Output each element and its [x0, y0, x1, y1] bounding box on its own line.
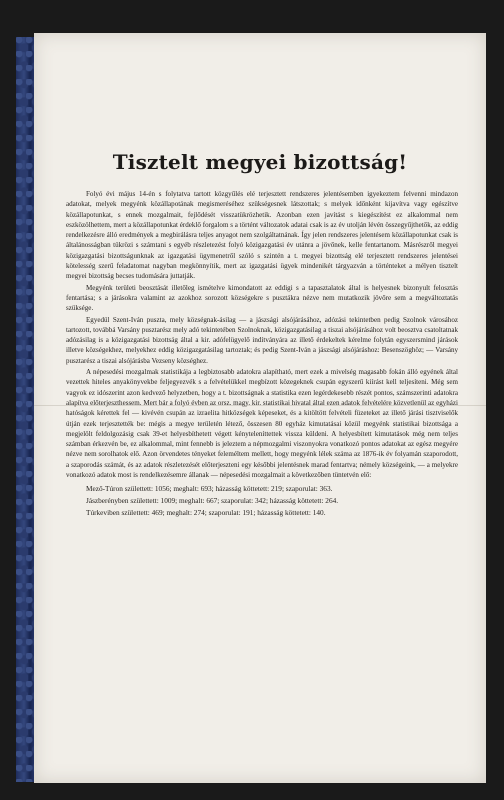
- stat-line-jaszbereny: Jászberényben születtett: 1009; meghalt: 667; szaporulat: 342; házasság köttetett: 264.: [86, 495, 339, 505]
- paragraph-population: A népesedési mozgalmak statistikája a legbiztosabb adatokra alapítható, mert ezek a mivelség magasabb fokán álló egyének által vezettek hiteles anyakönyvekbe feljegyezvék s a felvételükkel megbízott közegeknek csupán egyszerű kiírást kell teljesíteni. Még sem vagyok ez idószerint azon kedvező helyzetben, hogy a t. bizottságnak a statistika ezen legérdekesebb részét pontos, számszerinti adatokra alapítva előterjeszthessem. Mert bár a folyó évben az orsz. magy. kir. statistikai hivatal által ezen adatok felvételére közvetlenül az egyházi hatóságok kérettek fel — kivévén csupán az izraelita hitközségek képeseket, és a kitöltött felvételi füzeteket az illető járási tisztviselők útján ezek terjesztették be: mégis a megye területén létező, összesen 80 egyház kimutatásai közül megyénk statistikai bizottsága a megjelölt feldolgozásig csak 39-et helyesbíthetett végett kényteleníttettek vissza küldeni. A helyesbített kimutatások még nem teljes számban érkezvén be, ez alkalommal, mint fennebb is jeleztem a népmozgalmi viszonyokra vonatkozó pontos adatokat az egész megyére nézve nem sorolhatok elő. Azon örvendetes tényeket feleméltem mellett, hogy megyénk lélek száma az 1876-ik év folyamán szaporodott, a szaporodás számát, és az adatok részletezését előterjeszteni egy későbbi jelentésnek marad fentartva; némely községeink, — a melyekre vonatkozó adatok most is rendelkezésemre állanak — népesedési mozgalmait a következőben tüntetvén elő:: [66, 368, 458, 480]
- stat-line-mezo-tur: Mező-Túron születtett: 1056; meghalt: 693; házasság köttetett: 219; szaporulat: 363.: [86, 484, 333, 494]
- document-body: [66, 189, 458, 518]
- paragraph-intro: Folyó évi május 14-én s folytatva tartott közgyűlés elé terjesztett rendszeres jelentésemben igyekeztem felvenni mindazon adatokat, melyek megyénk közállapotának megismeréséhez szükségesnek látszottak; s melyek időnként kijavítva vagy egészítve közállapotunkat, s ennek mozgalmait, fejlődését visszatükrözhetik. Azonban ezen javítást s kiegészítést ez alkalommal nem eszközölhettem, mert a közállapotunkat érdeklő forgalom s a történt változatok adatai csak is az év utolján lévén összegyűjthetők, az eddig rendelkezésre álló eredmények a megbirálásra teljes anyagot nem szolgáltatnának. Így jelen rendszeres jelentésem közállapotunkat csak is általánosságban tükrözi s számtani s egyéb részletezést folyó közigazgatási év utánra a jövőnek, kelle fentartanom. Másrészről megyei közigazgatási bizottságunknak az igazgatási ügymenetről szóló s szintén a t. megyei bizottság elé terjesztett rendszeres jelentései kötelesség szerű feladatomat nagyban megkönnyítik, mert az igazgatási ügyek mindenikét tárgyazván a történteket a mélyen tisztelt megyei bizottság becses tudomására juttatják.: [66, 190, 458, 281]
- document-page: [34, 33, 486, 783]
- document-title: Tisztelt megyei bizottság!: [112, 150, 408, 174]
- paragraph-territory: Megyénk területi beosztását illetőleg ismételve kimondatott az eddigi s a tapasztalatok által is helyesnek bizonyult felosztás fentartása; s a járásokra valamint az azokhoz sorozott községekre s pusztákra nézve nem mutatkozik jövőre sem a megváltoztatás szüksége.: [66, 283, 458, 313]
- population-stats: [66, 484, 458, 518]
- stat-line-turkeve: Túrkeviben születtett: 469; meghalt: 274; szaporulat: 191; házasság köttetett: 140.: [86, 507, 326, 517]
- paragraph-szent-ivan: Egyedül Szent-Iván puszta, mely községnak-ásilag — a jászsági alsójárásához, adózási tekintetben pedig Szolnok városához tartozott, továbbá Varsány pusztarész mely adó tekintetében Szolnoknak, közigazgatásilag a tiszai alsójárásához volt beosztva csatoltatnak adózásilag is a közigazgatási bizottság által a kir. adófelügyelő indítványára az illető érdekeltek kérelme folytán egyszersmind járások illetve községekhez, melyekhez eddig közigazgatásilag tartoztak; és pedig Szent-Iván a jászsági alsójáráshoz: Besenszöghöz; — Varsány pusztarész a tiszai alsójárásba Vezseny községhez.: [66, 315, 458, 365]
